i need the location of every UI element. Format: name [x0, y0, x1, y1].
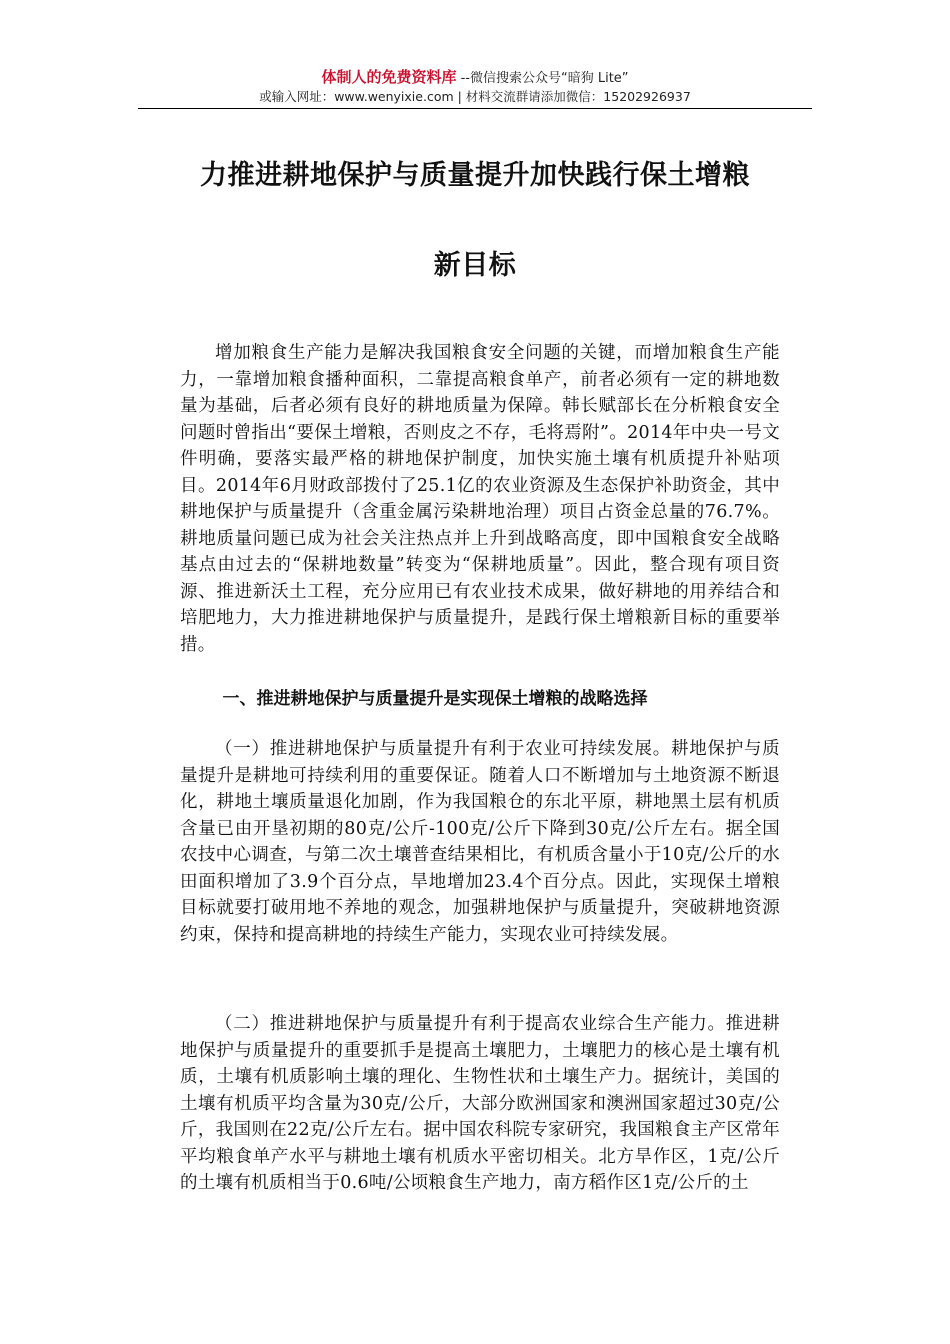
section1-paragraph-1: （一）推进耕地保护与质量提升有利于农业可持续发展。耕地保护与质量提升是耕地可持续利用的重要保证。随着人口不断增加与土地资源不断退化，耕地土壤质量退化加剧，作为我国粮仓的东北平原，耕地黑土层有机质含量已由开垦初期的80克/公斤-100克/公斤下降到30克/公斤左右。据全国农技中心调查，与第二次土壤普查结果相比，有机质含量小于10克/公斤的水田面积增加了3.9个百分点，旱地增加23.4个百分点。因此，实现保土增粮目标就要打破用地不养地的观念，加强耕地保护与质量提升，突破耕地资源约束，保持和提高耕地的持续生产能力，实现农业可持续发展。 [180, 739, 780, 945]
section1-paragraph-2: （二）推进耕地保护与质量提升有利于提高农业综合生产能力。推进耕地保护与质量提升的重要抓手是提高土壤肥力，土壤肥力的核心是土壤有机质，土壤有机质影响土壤的理化、生物性状和土壤生产力。据统计，美国的土壤有机质平均含量为30克/公斤，大部分欧洲国家和澳洲国家超过30克/公斤，我国则在22克/公斤左右。据中国农科院专家研究，我国粮食主产区常年平均粮食单产水平与耕地土壤有机质水平密切相关。北方旱作区，1克/公斤的土壤有机质相当于0.6吨/公顷粮食生产地力，南方稻作区1克/公斤的土 [180, 1014, 780, 1193]
header-wechat-note: --微信搜索公众号“暗狗 Lite” [456, 71, 629, 86]
header-divider [138, 108, 812, 109]
header-contact-line: 或输入网址：www.wenyixie.com | 材料交流群请添加微信：15202926937 [259, 89, 691, 104]
intro-paragraph: 增加粮食生产能力是解决我国粮食安全问题的关键，而增加粮食生产能力，一靠增加粮食播种面积，二靠提高粮食单产，前者必须有一定的耕地数量为基础，后者必须有良好的耕地质量为保障。韩长赋部长在分析粮食安全问题时曾指出“要保土增粮，否则皮之不存，毛将焉附”。2014年中央一号文件明确，要落实最严格的耕地保护制度，加快实施土壤有机质提升补贴项目。2014年6月财政部拨付了25.1亿的农业资源及生态保护补助资金，其中耕地保护与质量提升（含重金属污染耕地治理）项目占资金总量的76.7%。耕地质量问题已成为社会关注热点并上升到战略高度，即中国粮食安全战略基点由过去的“保耕地数量”转变为“保耕地质量”。因此，整合现有项目资源、推进新沃土工程，充分应用已有农业技术成果，做好耕地的用养结合和培肥地力，大力推进耕地保护与质量提升，是践行保土增粮新目标的重要举措。 [180, 343, 780, 655]
section-heading-1: 一、推进耕地保护与质量提升是实现保土增粮的战略选择 [222, 689, 648, 709]
page-header [138, 68, 812, 106]
document-title-line-1: 力推进耕地保护与质量提升加快践行保土增粮 [200, 160, 750, 191]
header-brand: 体制人的免费资料库 [321, 68, 457, 86]
header-promo-line [138, 68, 812, 88]
document-title-line-2: 新目标 [433, 250, 517, 281]
